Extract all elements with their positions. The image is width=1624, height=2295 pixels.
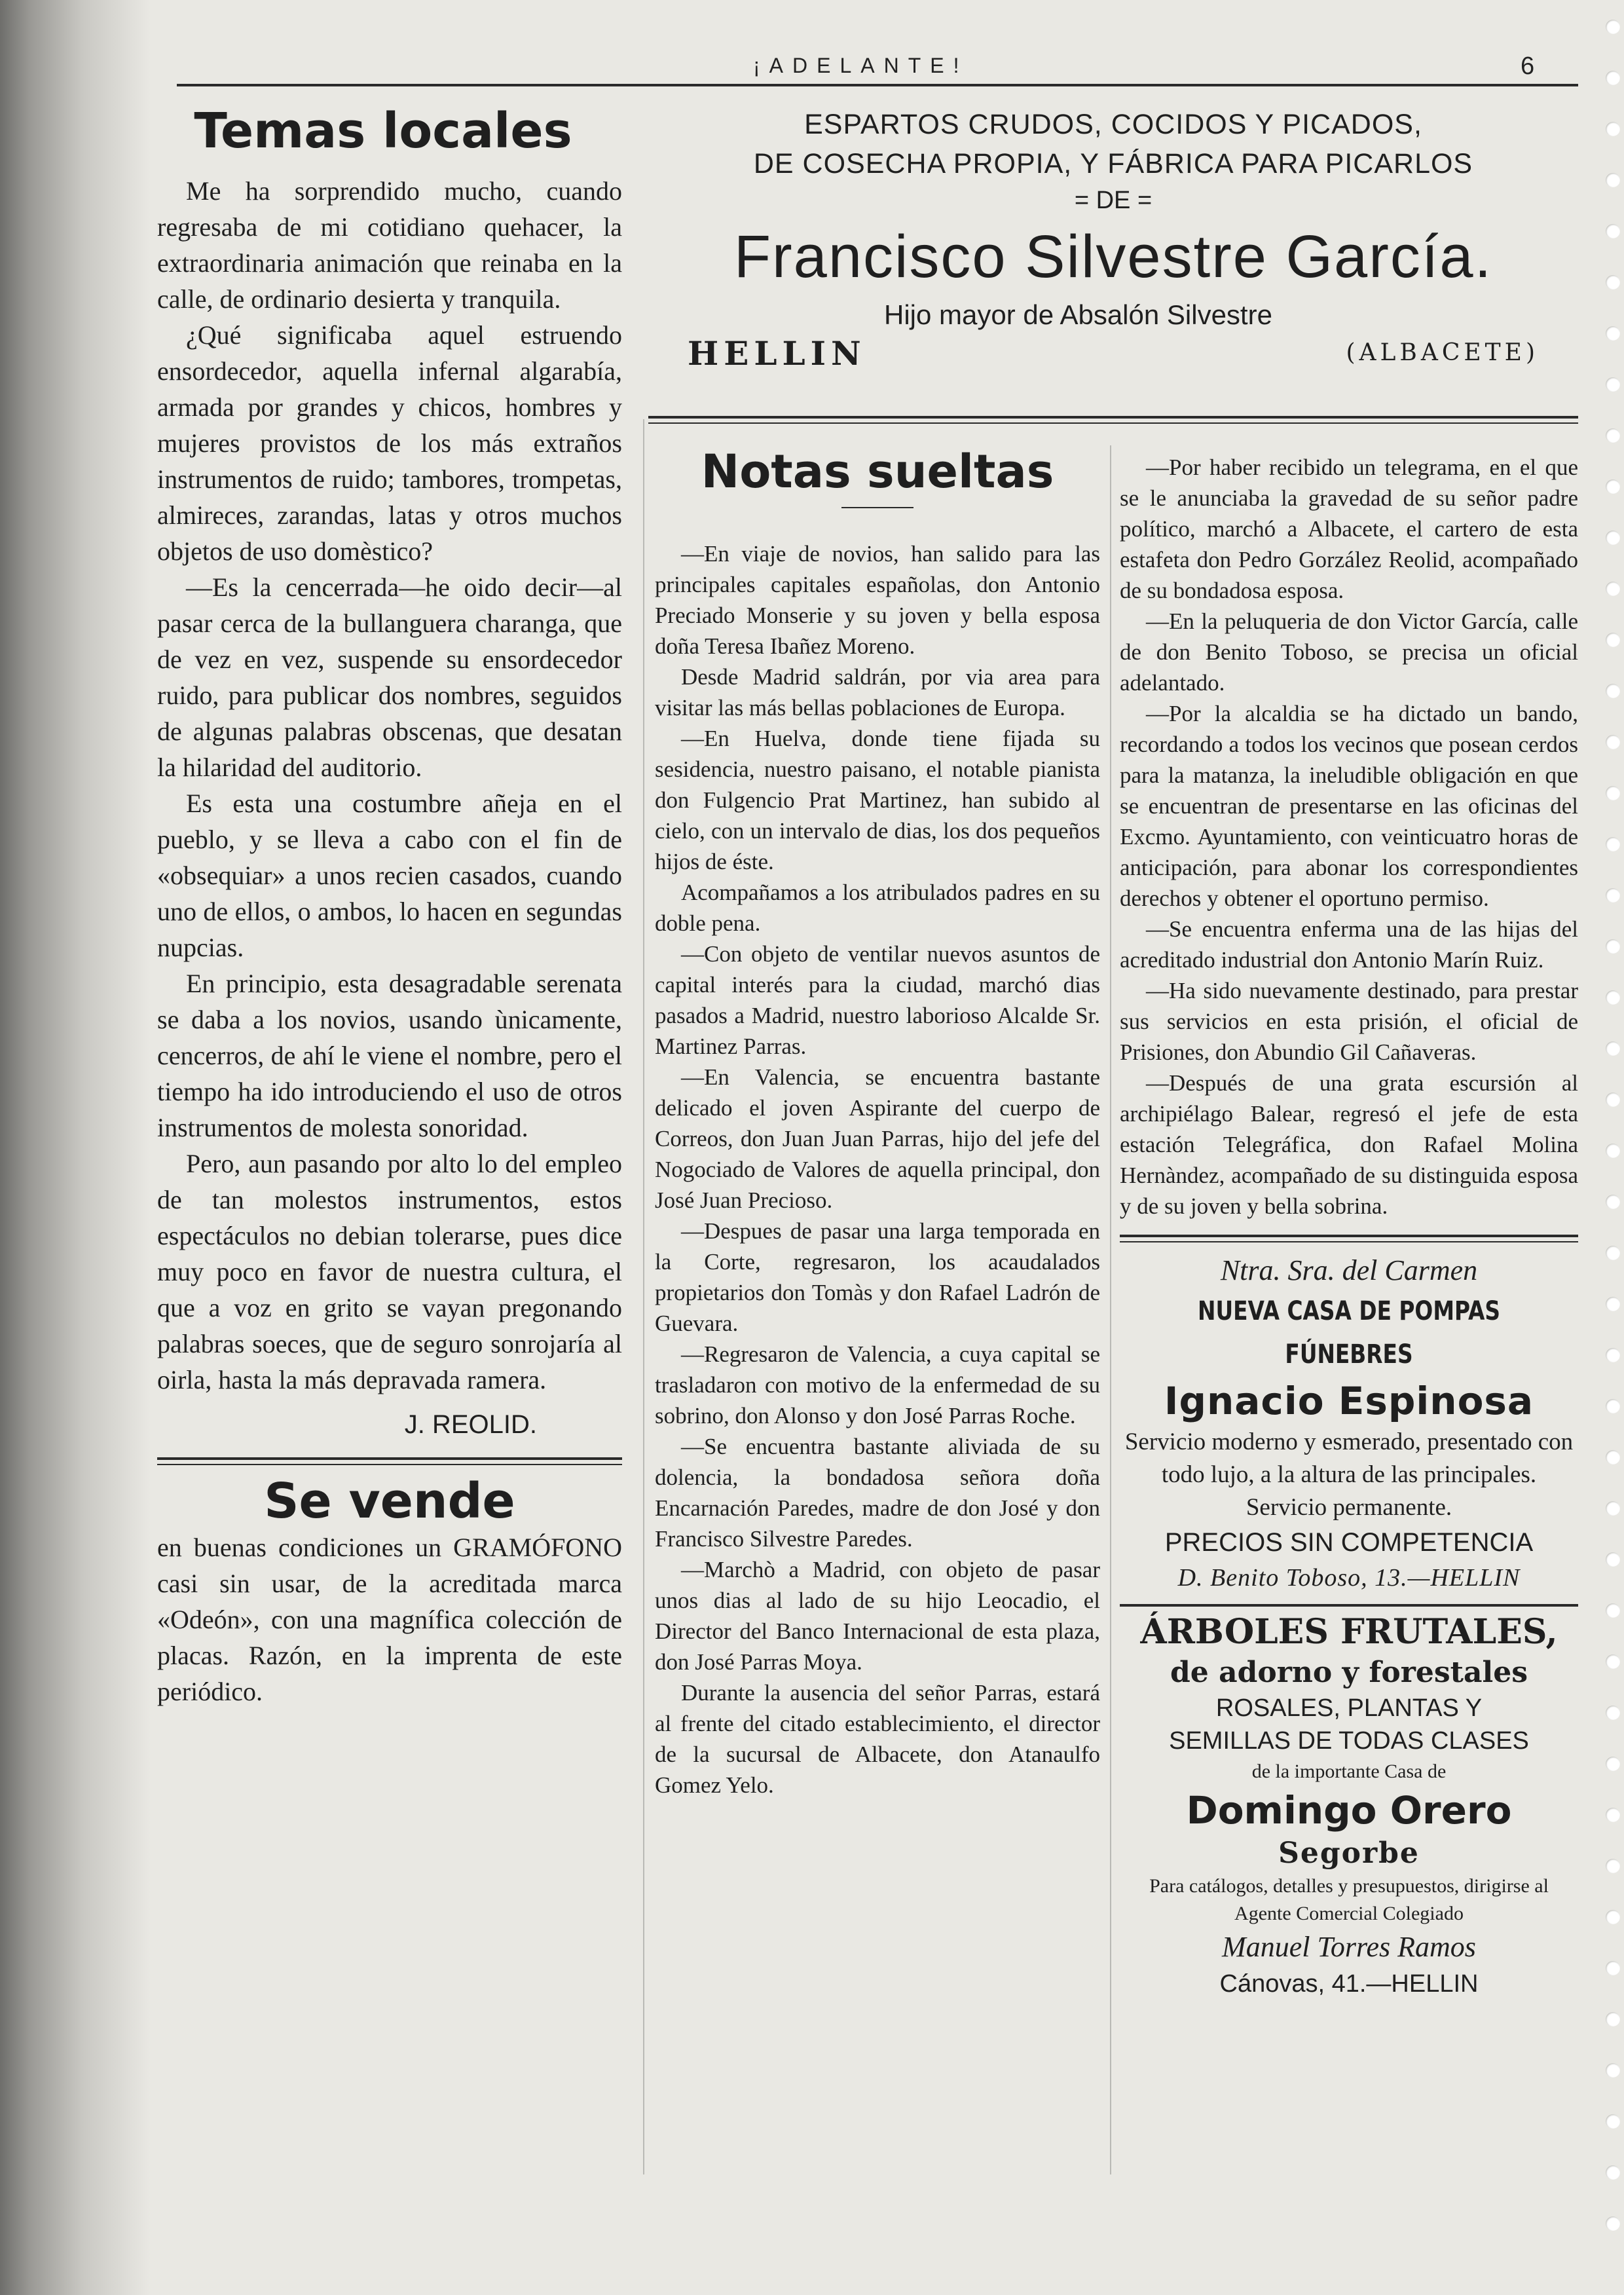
- article-temas-locales: [157, 173, 622, 1398]
- notas-sueltas-paragraph: —Marchò a Madrid, con objeto de pasar unos dias al lado de su hijo Leocadio, el Director del Banco Internacional de esta plaza, don José Parras Moya.: [655, 1557, 1100, 1675]
- separator-rule: [157, 1457, 622, 1460]
- binding-hole: [1606, 1552, 1620, 1567]
- notas-sueltas-paragraph: —En Valencia, se encuentra bastante delicado el joven Aspirante del cuerpo de Correos, don Juan Juan Parras, hijo del jefe del Nogociado de Valores de aquella principal, don José Juan Precioso.: [655, 1064, 1100, 1213]
- binding-hole: [1606, 1144, 1620, 1158]
- binding-hole: [1606, 633, 1620, 647]
- binding-hole: [1606, 1399, 1620, 1413]
- column-divider: [643, 419, 644, 2174]
- binding-hole: [1606, 1961, 1620, 1975]
- binding-hole: [1606, 837, 1620, 851]
- binding-hole: [1606, 20, 1620, 34]
- article-signature: J. REOLID.: [404, 1410, 537, 1439]
- separator-rule-thin: [1120, 1241, 1578, 1242]
- ad-precios: PRECIOS SIN COMPETENCIA: [1164, 1528, 1534, 1557]
- heading-notas-sueltas: Notas sueltas: [701, 445, 1054, 498]
- ad-address-toboso: D. Benito Toboso, 13.—HELLIN: [1177, 1564, 1521, 1592]
- temas-locales-paragraph: Me ha sorprendido mucho, cuando regresaba de mi cotidiano quehacer, la extraordinaria animación que reinaba en la calle, de ordinario desierta y tranquila.: [157, 176, 622, 314]
- notas-continued-paragraph: —Por haber recibido un telegrama, en el que se le anunciaba la gravedad de su señor padre político, marchó a Albacete, el cartero de esta estafeta don Pedro Gorzález Reolid, acompañado de su bondadosa esposa.: [1120, 455, 1578, 603]
- notas-sueltas-paragraph: Acompañamos a los atribulados padres en su doble pena.: [655, 880, 1100, 936]
- notas-sueltas-paragraph: Desde Madrid saldrán, por via area para visitar las más bellas poblaciones de Europa.: [655, 664, 1100, 720]
- binding-hole: [1606, 428, 1620, 443]
- notas-sueltas-paragraph: —Regresaron de Valencia, a cuya capital se trasladaron con motivo de la enfermedad de su sobrino, don Alonso y don José Parras Roche.: [655, 1341, 1100, 1428]
- binding-hole: [1606, 684, 1620, 698]
- notas-sueltas-paragraph: —En viaje de novios, han salido para las principales capitales españolas, don Antonio Preciado Monserie y su joven y bella esposa doña Teresa Ibañez Moreno.: [655, 541, 1100, 659]
- binding-hole: [1606, 1297, 1620, 1311]
- ad-pompas-funebres: [1120, 1252, 1578, 1595]
- ad-semillas: SEMILLAS DE TODAS CLASES: [1169, 1727, 1529, 1755]
- binding-hole: [1606, 1654, 1620, 1669]
- ad-arboles-frutales: [1120, 1611, 1578, 2001]
- binding-hole: [1606, 1859, 1620, 1873]
- notas-continued-paragraph: —En la peluqueria de don Victor García, calle de don Benito Toboso, se precisa un oficial adelantado.: [1120, 608, 1578, 696]
- temas-locales-paragraph: Es esta una costumbre añeja en el pueblo, y se lleva a cabo con el fin de «obsequiar» a unos recien casados, cuando uno de ellos, o ambos, lo hacen en segundas nupcias.: [157, 789, 622, 962]
- masthead-rule: [177, 84, 1578, 86]
- ad-servicio-text: Servicio moderno y esmerado, presentado con todo lujo, a la altura de las principales. Servicio permanente.: [1124, 1428, 1574, 1521]
- temas-locales-paragraph: Pero, aun pasando por alto lo del empleo de tan molestos instrumentos, estos espectáculos no debian tolerarse, pues dice muy poco en favor de nuestra cultura, el que a voz en grito se vayan pregonando palabras soeces, que de seguro sonrojaría al oirla, hasta la más depravada ramera.: [157, 1149, 622, 1394]
- temas-locales-paragraph: En principio, esta desagradable serenata se daba a los novios, usando ùnicamente, cencerros, de ahí le viene el nombre, pero el tiempo ha ido introduciendo el uso de otros instrumentos de molesta sonoridad.: [157, 969, 622, 1142]
- binding-hole: [1606, 582, 1620, 596]
- binding-hole: [1606, 1450, 1620, 1465]
- column-divider: [1110, 445, 1111, 2174]
- binding-hole: [1606, 1603, 1620, 1618]
- binding-hole: [1606, 2063, 1620, 2078]
- binding-hole: [1606, 326, 1620, 341]
- ad-address-canovas: Cánovas, 41.—HELLIN: [1219, 1970, 1479, 1998]
- ad-importante-casa: de la importante Casa de: [1251, 1761, 1447, 1782]
- ad-line-cosecha: DE COSECHA PROPIA, Y FÁBRICA PARA PICARLOS: [753, 148, 1473, 179]
- notas-continued-paragraph: —Ha sido nuevamente destinado, para prestar sus servicios en esta prisión, el oficial de Prisiones, don Abundio Gil Cañaveras.: [1120, 978, 1578, 1065]
- binding-hole: [1606, 275, 1620, 289]
- binding-hole: [1606, 2216, 1620, 2231]
- article-notas-sueltas: [655, 538, 1100, 1801]
- separator-rule-thin: [157, 1464, 622, 1465]
- ad-bottom-rule: [648, 416, 1578, 419]
- heading-temas-locales: Temas locales: [194, 103, 572, 159]
- binding-hole: [1606, 735, 1620, 749]
- binding-hole: [1606, 479, 1620, 494]
- binding-hole: [1606, 939, 1620, 954]
- notas-continued-paragraph: —Después de una grata escursión al archipiélago Balear, regresó el jefe de esta estación Telegráfica, don Rafael Molina Hernàndez, acompañado de su distinguida esposa y de su joven y bella sobrina.: [1120, 1070, 1578, 1219]
- binding-hole: [1606, 1195, 1620, 1209]
- notas-sueltas-paragraph: Durante la ausencia del señor Parras, estará al frente del citado establecimiento, el director de la sucursal de Albacete, don Atanaulfo Gomez Yelo.: [655, 1680, 1100, 1798]
- column-middle: [655, 439, 1100, 1801]
- notas-sueltas-paragraph: —En Huelva, donde tiene fijada su sesidencia, nuestro paisano, el notable pianista don Fulgencio Prat Martinez, han subido al cielo, con un intervalo de dias, los dos pequeños hijos de éste.: [655, 726, 1100, 874]
- notas-sueltas-paragraph: —Con objeto de ventilar nuevos asuntos de capital interés para la ciudad, marchó dias pasados a Madrid, nuestro laborioso Alcalde Sr. Martinez Parras.: [655, 941, 1100, 1059]
- ad-francisco-silvestre: [648, 105, 1578, 406]
- masthead-title: ¡ADELANTE!: [753, 54, 969, 77]
- heading-se-vende: Se vende: [264, 1473, 515, 1529]
- sale-text: en buenas condiciones un GRAMÓFONO casi sin usar, de la acreditada marca «Odeón», con una magnífica colección de placas. Razón, en la imprenta de este periódico.: [157, 1533, 622, 1706]
- binding-hole: [1606, 2114, 1620, 2129]
- binding-hole: [1606, 786, 1620, 800]
- notas-continued-paragraph: —Se encuentra enferma una de las hijas del acreditado industrial don Antonio Marín Ruiz.: [1120, 916, 1578, 973]
- ad-line-de: = DE =: [1074, 187, 1153, 214]
- ad-adorno: de adorno y forestales: [1170, 1656, 1528, 1689]
- scan-edge-shadow: [0, 0, 151, 2295]
- column-right: [1120, 452, 1578, 2001]
- binding-hole: [1606, 1808, 1620, 1822]
- binding-hole: [1606, 1041, 1620, 1056]
- ad-ntra-sra: Ntra. Sra. del Carmen: [1220, 1254, 1478, 1286]
- binding-hole: [1606, 173, 1620, 187]
- heading-underline: [841, 507, 913, 508]
- ad-catalogos: Para catálogos, detalles y presupuestos, dirigirse al Agente Comercial Colegiado: [1149, 1875, 1549, 1924]
- ad-subtitle: Hijo mayor de Absalón Silvestre: [884, 299, 1272, 330]
- notas-sueltas-paragraph: —Se encuentra bastante aliviada de su dolencia, la bondadosa señora doña Encarnación Paredes, madre de don José y don Francisco Silvestre Paredes.: [655, 1434, 1100, 1552]
- ad-town: HELLIN: [688, 334, 866, 373]
- binding-hole: [1606, 990, 1620, 1005]
- ad-manuel-torres: Manuel Torres Ramos: [1222, 1931, 1476, 1963]
- separator-rule: [1120, 1604, 1578, 1607]
- binding-hole: [1606, 1092, 1620, 1107]
- binding-hole: [1606, 1501, 1620, 1516]
- temas-locales-paragraph: —Es la cencerrada—he oido decir—al pasar cerca de la bullanguera charanga, que de vez en vez, suspende su ensordecedor ruido, para publicar dos nombres, seguidos de algunas palabras obscenas, que desatan la hilaridad del auditorio.: [157, 572, 622, 782]
- binding-hole: [1606, 71, 1620, 85]
- article-notas-continued: [1120, 452, 1578, 1222]
- temas-locales-paragraph: ¿Qué significaba aquel estruendo ensordecedor, aquella infernal algarabía, armada por grandes y chicos, hombres y mujeres provistos de los más extraños instrumentos de ruido; tambores, trompetas, almireces, zarandas, latas y otros muchos objetos de uso domèstico?: [157, 320, 622, 566]
- binding-hole: [1606, 1246, 1620, 1260]
- ad-nueva-casa: NUEVA CASA DE POMPAS FÚNEBRES: [1198, 1296, 1500, 1370]
- column-left: [157, 98, 622, 1709]
- notas-continued-paragraph: —Por la alcaldia se ha dictado un bando, recordando a todos los vecinos que posean cerdos para la matanza, la ineludible obligación en que se encuentran de presentarse en las oficinas del Excmo. Ayuntamiento, con veinticuatro horas de anticipación, para abonar los correspondientes derechos y obtener el oportuno permiso.: [1120, 701, 1578, 911]
- binding-holes: [1598, 20, 1624, 2273]
- binding-hole: [1606, 1757, 1620, 1771]
- page-number: 6: [1521, 52, 1535, 80]
- ad-province: (ALBACETE): [1346, 339, 1539, 366]
- ad-ignacio-espinosa: Ignacio Espinosa: [1164, 1379, 1534, 1423]
- binding-hole: [1606, 2012, 1620, 2026]
- binding-hole: [1606, 1348, 1620, 1362]
- binding-hole: [1606, 1706, 1620, 1720]
- notas-sueltas-paragraph: —Despues de pasar una larga temporada en la Corte, regresaron, los acaudalados propietarios don Tomàs y don Rafael Ladrón de Guevara.: [655, 1218, 1100, 1336]
- ad-company-name: Francisco Silvestre García.: [733, 223, 1493, 290]
- ad-segorbe: Segorbe: [1278, 1837, 1420, 1870]
- ad-domingo-orero: Domingo Orero: [1186, 1788, 1512, 1833]
- binding-hole: [1606, 122, 1620, 136]
- binding-hole: [1606, 224, 1620, 238]
- binding-hole: [1606, 888, 1620, 903]
- binding-hole: [1606, 531, 1620, 545]
- ad-bottom-rule-thin: [648, 422, 1578, 424]
- ad-arboles-title: ÁRBOLES FRUTALES,: [1140, 1612, 1558, 1652]
- ad-rosales: ROSALES, PLANTAS Y: [1215, 1694, 1483, 1722]
- ad-line-espartos: ESPARTOS CRUDOS, COCIDOS Y PICADOS,: [804, 109, 1422, 140]
- separator-rule: [1120, 1235, 1578, 1237]
- binding-hole: [1606, 1910, 1620, 1924]
- binding-hole: [1606, 377, 1620, 392]
- binding-hole: [1606, 2165, 1620, 2180]
